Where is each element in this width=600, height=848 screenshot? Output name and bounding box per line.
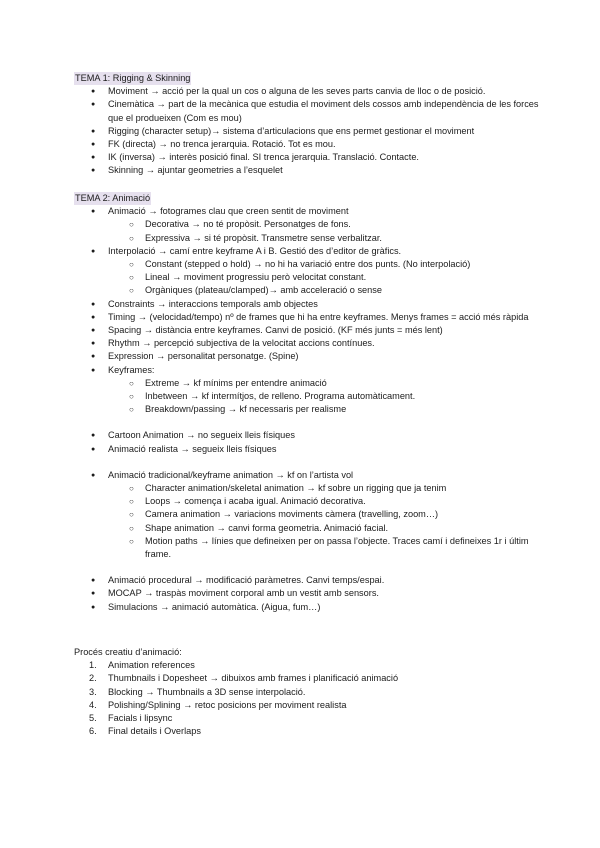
sub-list-item: ○ Character animation/skeletal animation → kf sobre un rigging que ja tenim — [145, 482, 544, 495]
tema1-section — [74, 72, 544, 178]
list-item: ● Interpolació → camí entre keyframe A i B. Gestió des d’editor de gràfics. — [108, 245, 544, 258]
item-number: 5. — [89, 713, 97, 724]
list-item: ● Simulacions → animació automàtica. (Aigua, fum…) — [108, 601, 544, 614]
tema1-heading: TEMA 1: Rigging & Skinning — [74, 72, 191, 85]
item-number: 6. — [89, 726, 97, 737]
item-text: Animation references — [108, 660, 195, 671]
list-item: ● Keyframes: — [108, 364, 544, 377]
sub-list-item: ○ Inbetween → kf intermítjos, de relleno. Programa automàticament. — [145, 390, 544, 403]
list-item: ● Animació realista → segueix lleis físiques — [108, 443, 544, 456]
numbered-item — [89, 712, 544, 725]
list-item: ● Expression → personalitat personatge. (Spine) — [108, 350, 544, 363]
sub-list-item: ○ Constant (stepped o hold) → no hi ha variació entre dos punts. (No interpolació) — [145, 258, 544, 271]
numbered-item — [89, 686, 544, 699]
item-text: Blocking → Thumbnails a 3D sense interpolació. — [108, 686, 306, 697]
list-item: ● Rigging (character setup)→ sistema d’articulacions que ens permet gestionar el moviment — [108, 125, 544, 138]
list-item: ● IK (inversa) → interès posició final. SI trenca jerarquia. Translació. Contacte. — [108, 151, 544, 164]
tema2-section — [74, 192, 544, 614]
list-item: ● Timing → (velocidad/tempo) nº de frames que hi ha entre keyframes. Menys frames = acció més ràpida — [108, 311, 544, 324]
sub-list-item: ○ Shape animation → canvi forma geometria. Animació facial. — [145, 522, 544, 535]
spacer — [74, 456, 544, 469]
sub-list-item: ○ Expressiva → si té propòsit. Transmetre sense verbalitzar. — [145, 232, 544, 245]
numbered-item — [89, 672, 544, 685]
list-item: ● Cartoon Animation → no segueix lleis físiques — [108, 429, 544, 442]
sub-list-item: ○ Lineal → moviment progressiu però velocitat constant. — [145, 271, 544, 284]
list-item: ● Cinemàtica → part de la mecànica que estudia el moviment dels cossos amb independència de les forces que el produeixen (Com es mou) — [108, 98, 544, 124]
numbered-item — [89, 699, 544, 712]
item-text: Final details i Overlaps — [108, 726, 201, 737]
sub-list-item: ○ Orgàniques (plateau/clamped)→ amb acceleració o sense — [145, 284, 544, 297]
item-number: 3. — [89, 686, 97, 697]
sub-list-item: ○ Motion paths → línies que defineixen per on passa l’objecte. Traces camí i defineixes 1r i últim frame. — [145, 535, 544, 561]
spacer — [74, 416, 544, 429]
item-text: Polishing/Splining → retoc posicions per moviment realista — [108, 699, 347, 710]
item-number: 1. — [89, 660, 97, 671]
item-text: Thumbnails i Dopesheet → dibuixos amb frames i planificació animació — [108, 673, 399, 684]
list-item: ● Spacing → distància entre keyframes. Canvi de posició. (KF més junts = més lent) — [108, 324, 544, 337]
item-text: Facials i lipsync — [108, 713, 173, 724]
numbered-item — [89, 725, 544, 738]
list-item: ● Skinning → ajuntar geometries a l’esquelet — [108, 164, 544, 177]
sub-list-item: ○ Decorativa → no té propòsit. Personatges de fons. — [145, 218, 544, 231]
item-number: 4. — [89, 699, 97, 710]
item-number: 2. — [89, 673, 97, 684]
proces-section — [74, 646, 544, 738]
proces-heading: Procés creatiu d’animació: — [74, 647, 182, 657]
list-item: ● Moviment → acció per la qual un cos o alguna de les seves parts canvia de lloc o de posició. — [108, 85, 544, 98]
sub-list-item: ○ Breakdown/passing → kf necessaris per realisme — [145, 403, 544, 416]
tema2-heading: TEMA 2: Animació — [74, 192, 151, 205]
spacer — [74, 561, 544, 574]
list-item: ● Animació → fotogrames clau que creen sentit de moviment — [108, 205, 544, 218]
list-item: ● FK (directa) → no trenca jerarquia. Rotació. Tot es mou. — [108, 138, 544, 151]
list-item: ● Animació procedural → modificació paràmetres. Canvi temps/espai. — [108, 574, 544, 587]
sub-list-item: ○ Loops → comença i acaba igual. Animació decorativa. — [145, 495, 544, 508]
sub-list-item: ○ Camera animation → variacions moviments càmera (travelling, zoom…) — [145, 508, 544, 521]
list-item: ● MOCAP → traspàs moviment corporal amb un vestit amb sensors. — [108, 587, 544, 600]
list-item: ● Animació tradicional/keyframe animation → kf on l’artista vol — [108, 469, 544, 482]
sub-list-item: ○ Extreme → kf mínims per entendre animació — [145, 377, 544, 390]
list-item: ● Rhythm → percepció subjectiva de la velocitat accions contínues. — [108, 337, 544, 350]
list-item: ● Constraints → interaccions temporals amb objectes — [108, 298, 544, 311]
numbered-item — [89, 659, 544, 672]
